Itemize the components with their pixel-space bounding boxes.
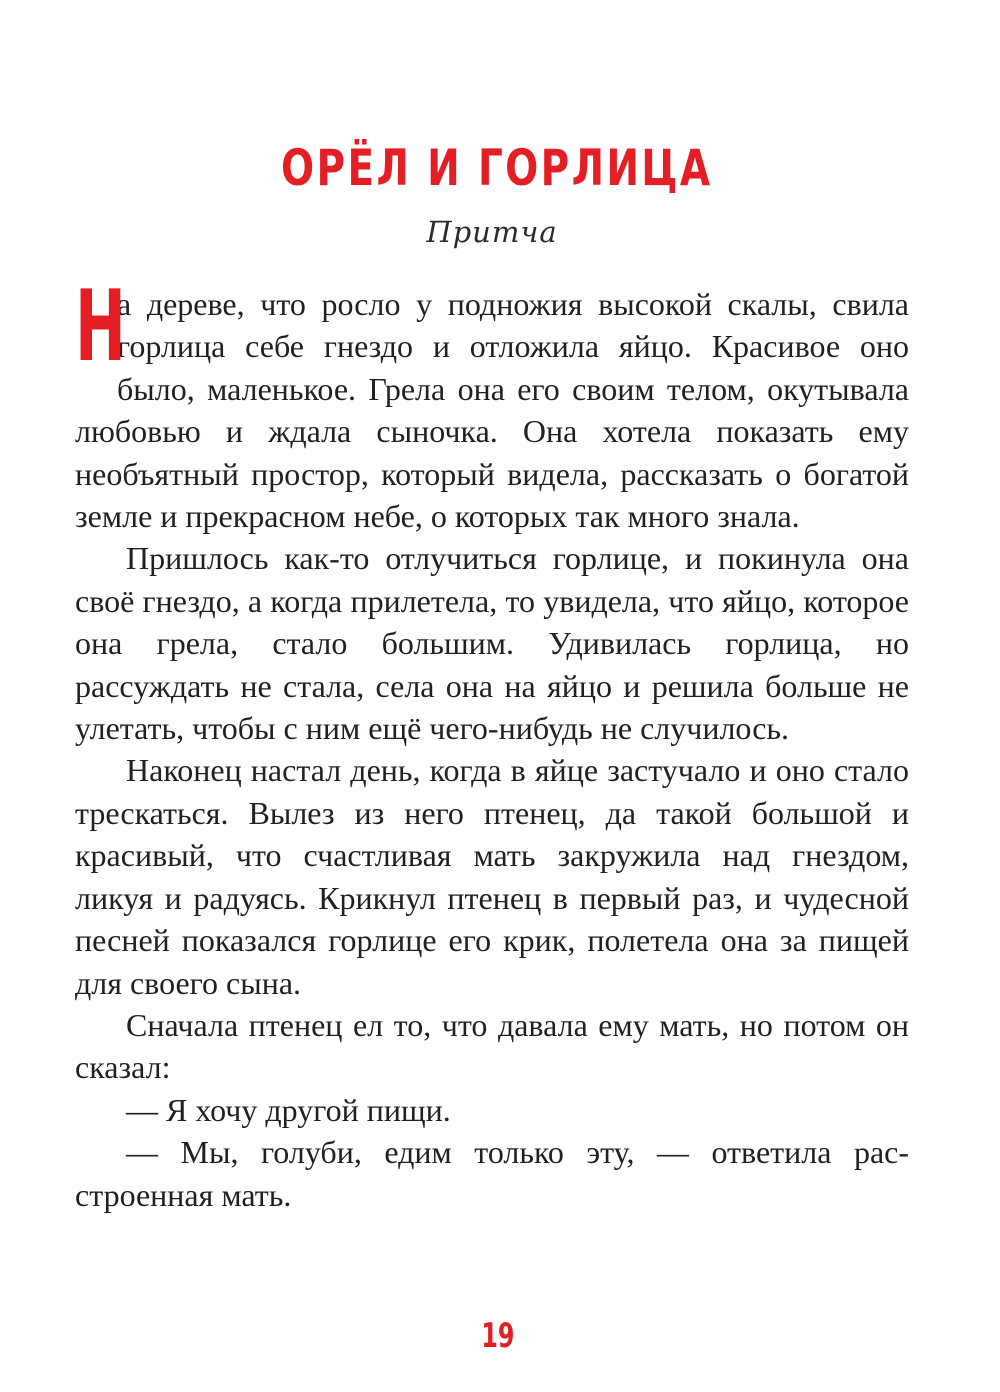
drop-cap: Н <box>75 270 126 384</box>
story-body <box>75 270 909 1216</box>
paragraph-3: Наконец настал день, когда в яйце застучало и оно стало трескаться. Вылез из него птенец, да такой большой и красивый, что счастливая мать закружила над гнездом, ликуя и радуясь. Крикнул птенец в первый раз, и чудесной песней показался горлице его крик, полетела она за пищей для своего сына. <box>75 752 909 1001</box>
story-subtitle <box>0 212 1000 252</box>
paragraph-4: Сначала птенец ел то, что давала ему мать, но потом он сказал: <box>75 1006 909 1086</box>
dialogue-line-2: — Мы, голуби, едим только эту, — ответила расстроенная мать. <box>75 1134 909 1213</box>
paragraph-1-text: а дереве, что росло у подножия высокой скалы, свила горлица себе гнездо и отложила яйцо. Красивое оно было, маленькое. Грела она его своим телом, окутывала любовью и ждала сыночка. Она хотела показать ему необъятный простор, который видела, рассказать о богатой земле и прекрасном небе, о которых так много знала. <box>75 286 909 535</box>
subtitle-text: Притча <box>426 215 558 249</box>
story-title: ОРЁЛ И ГОРЛИЦА <box>281 139 713 197</box>
paragraph-2: Пришлось как-то отлучиться горлице, и покинула она своё гнездо, а когда прилетела, то увидела, что яйцо, которое она грела, стало большим. Удивилась горлица, но рассуждать не стала, села она на яйцо и решила больше не улетать, чтобы с ним ещё чего-нибудь не случилось. <box>75 540 909 747</box>
page-number: 19 <box>481 1316 515 1356</box>
paragraph-1 <box>75 270 909 537</box>
dialogue-line-1: — Я хочу другой пищи. <box>126 1091 451 1128</box>
